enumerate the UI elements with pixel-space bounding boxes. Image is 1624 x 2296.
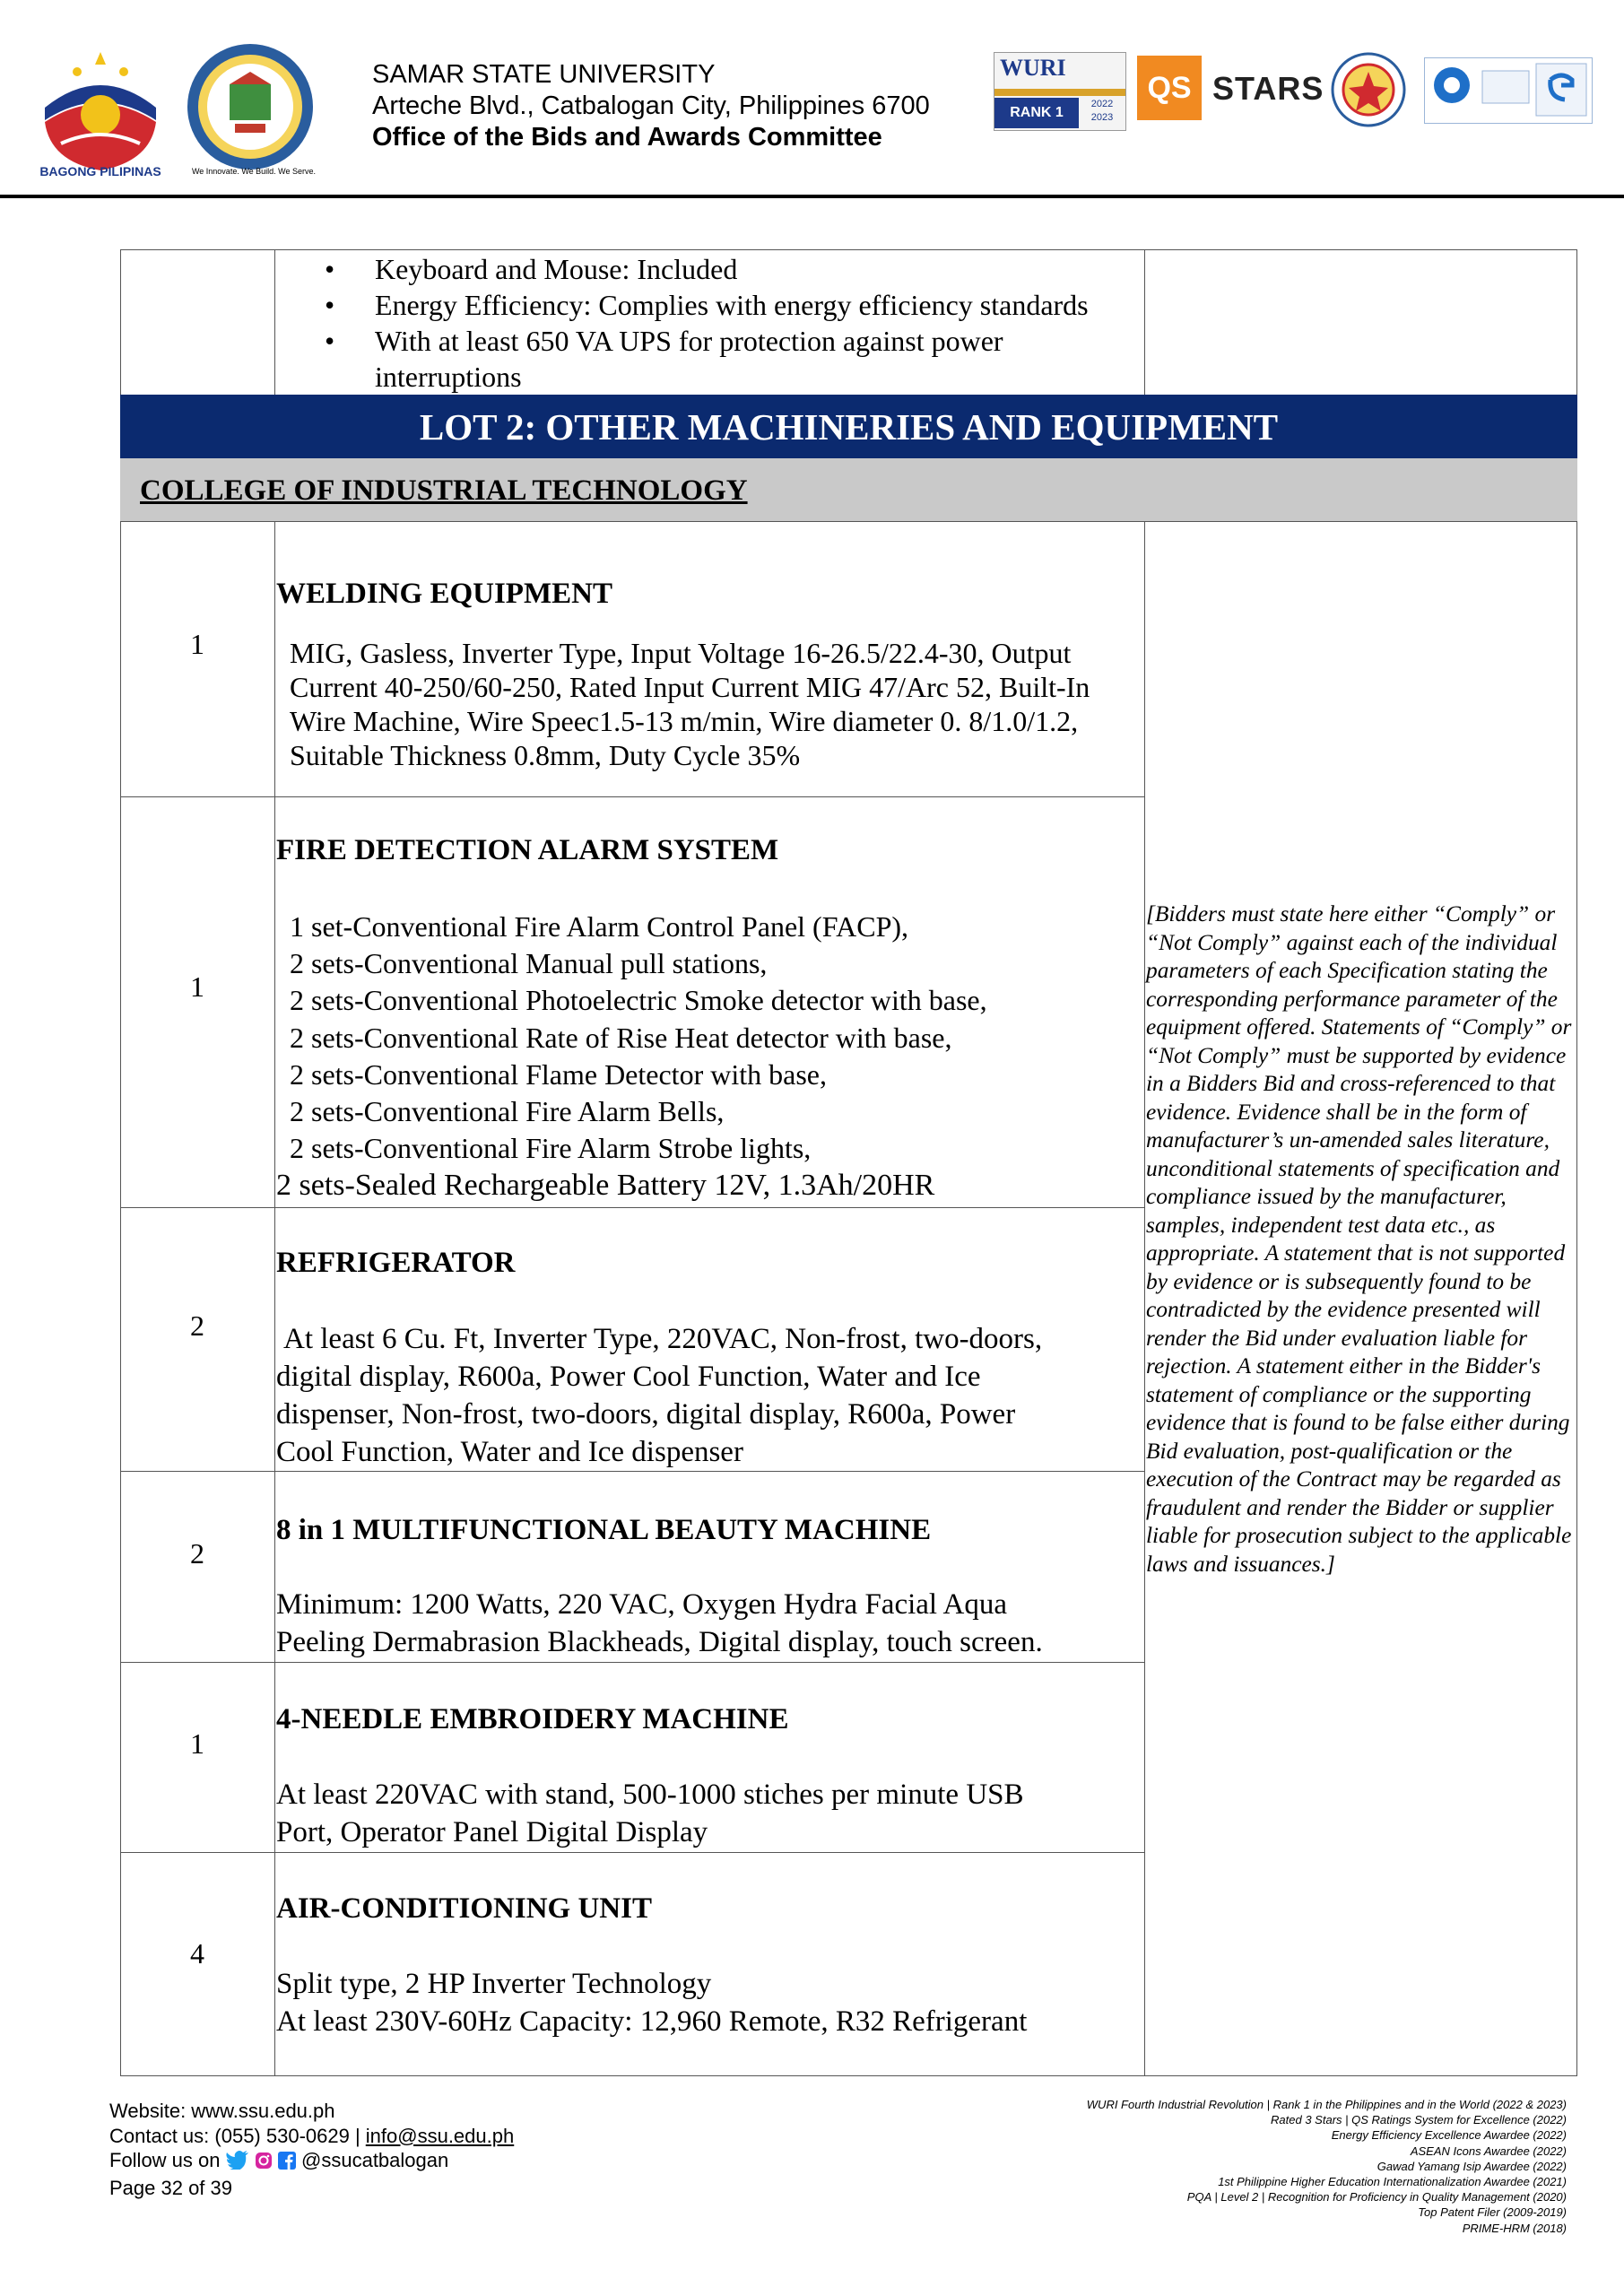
item-description: MIG, Gasless, Inverter Type, Input Voltage 16-26.5/22.4-30, Output Current 40-250/60-250, Rated Input Current MIG 47/Arc 52, Built-In Wire Machine, Wire Speec1.5-13 m/min, Wire diameter 0. 8/1.0/1.2, Suitable Thickness 0.8mm, Duty Cycle 35%	[290, 637, 1090, 771]
university-address: Arteche Blvd., Catbalogan City, Philippines 6700	[372, 91, 930, 120]
award-line: Gawad Yamang Isip Awardee (2022)	[1376, 2159, 1567, 2173]
award-line: PRIME-HRM (2018)	[1462, 2221, 1567, 2235]
ssu-seal-logo	[183, 41, 317, 181]
qs-mark: QS	[1137, 56, 1202, 120]
college-header-bar	[120, 458, 1577, 522]
bullet-item: • With at least 650 VA UPS for protection against power interruptions	[325, 323, 1141, 395]
award-line: WURI Fourth Industrial Revolution | Rank 1 in the Philippines and in the World (2022 & 2023)	[1086, 2098, 1567, 2111]
col-divider-qty	[274, 522, 275, 2076]
page-number: Page 32 of 39	[109, 2176, 233, 2199]
row-separator	[120, 1662, 1144, 1663]
footer-contact: Contact us: (055) 530-0629 | info@ssu.edu.ph	[109, 2124, 515, 2147]
college-name: COLLEGE OF INDUSTRIAL TECHNOLOGY	[140, 474, 748, 507]
row-separator	[120, 1471, 1144, 1472]
item-title: WELDING EQUIPMENT	[276, 578, 612, 610]
bagong-pilipinas-label: BAGONG PILIPINAS	[39, 164, 161, 178]
bagong-pilipinas-logo	[25, 45, 176, 181]
lot-title-bar	[120, 395, 1577, 458]
item-title: AIR-CONDITIONING UNIT	[276, 1892, 652, 1925]
instagram-icon[interactable]	[255, 2151, 273, 2176]
award-line: 1st Philippine Higher Education Internationalization Awardee (2021)	[1218, 2175, 1567, 2189]
pqa-seal-logo	[1331, 52, 1406, 127]
stars-label: STARS	[1212, 70, 1324, 107]
continued-bullet-list	[325, 251, 1141, 395]
socotec-iso-badge	[1424, 57, 1593, 124]
item-quantity: 1	[190, 628, 204, 660]
award-line: Rated 3 Stars | QS Ratings System for Excellence (2022)	[1271, 2113, 1567, 2127]
item-description: At least 6 Cu. Ft, Inverter Type, 220VAC, Non-frost, two-doors, digital display, R600a, Power Cool Function, Water and Ice dispenser, Non-frost, two-doors, digital display, R600a, Power Cool Function, Water and Ice dispenser	[276, 1323, 1043, 1468]
footer-website: Website: www.ssu.edu.ph	[109, 2100, 335, 2122]
item-description: Minimum: 1200 Watts, 220 VAC, Oxygen Hydra Facial Aqua Peeling Dermabrasion Blackheads, Digital display, touch screen.	[276, 1588, 1043, 1658]
col-divider-spec-top	[1144, 249, 1145, 395]
compliance-statement-note: [Bidders must state here either “Comply” or “Not Comply” against each of the individual parameters of each Specification stating the corresponding performance parameter of the equipment offered. Statements of “Comply” or “Not Comply” must be supported by evidence in a Bidders Bid and cross-referenced to that evidence. Evidence shall be in the form of manufacturer’s un-amended sales literature, unconditional statements of specification and compliance issued by the manufacturer, samples, independent test data etc., as appropriate. A statement that is not supported by evidence or is subsequently found to be contradicted by the evidence presented will render the Bid under evaluation liable for rejection. A statement either in the Bidder's statement of compliance or the supporting evidence that is found to be false either during Bid evaluation, post-qualification or the execution of the Contract may be regarded as fraudulent and render the Bidder or supplier liable for prosecution subject to the applicable laws and issuances.]	[1146, 901, 1572, 1577]
item-quantity: 4	[190, 1937, 204, 1970]
qs-stars-logo	[1137, 56, 1322, 120]
item-title: REFRIGERATOR	[276, 1247, 516, 1279]
footer-handle: @ssucatbalogan	[301, 2149, 449, 2171]
item-title: 4-NEEDLE EMBROIDERY MACHINE	[276, 1703, 789, 1735]
item-description: At least 220VAC with stand, 500-1000 stiches per minute USB Port, Operator Panel Digital Display	[276, 1779, 1024, 1848]
item-title: 8 in 1 MULTIFUNCTIONAL BEAUTY MACHINE	[276, 1514, 932, 1546]
item-title: FIRE DETECTION ALARM SYSTEM	[276, 834, 779, 866]
ssu-tagline: We Innovate. We Build. We Serve.	[191, 167, 317, 176]
item-quantity: 1	[190, 970, 204, 1003]
footer-social: Follow us on @ssucatbalogan	[109, 2148, 514, 2176]
wuri-rank-badge	[994, 52, 1126, 131]
bullet-item: • Keyboard and Mouse: Included	[325, 251, 1141, 287]
header-divider	[0, 195, 1624, 198]
wuri-rank: RANK 1	[994, 98, 1079, 128]
facebook-icon[interactable]	[278, 2151, 296, 2176]
item-description: Split type, 2 HP Inverter Technology At least 230V-60Hz Capacity: 12,960 Remote, R32 Refrigerant	[276, 1968, 1028, 2038]
footer-email-link[interactable]: info@ssu.edu.ph	[365, 2124, 515, 2147]
award-line: Top Patent Filer (2009-2019)	[1418, 2205, 1567, 2220]
item-quantity: 2	[190, 1309, 204, 1342]
lot-title: LOT 2: OTHER MACHINERIES AND EQUIPMENT	[419, 405, 1279, 448]
col-divider-qty-top	[274, 249, 275, 395]
award-line: ASEAN Icons Awardee (2022)	[1410, 2144, 1567, 2158]
office-name: Office of the Bids and Awards Committee	[372, 123, 882, 152]
twitter-icon[interactable]	[226, 2150, 249, 2176]
item-quantity: 2	[190, 1537, 204, 1570]
wuri-years: 2022 2023	[1090, 99, 1114, 123]
row-separator	[120, 1207, 1144, 1208]
footer-contact-block	[109, 2099, 514, 2200]
award-line: Energy Efficiency Excellence Awardee (2022)	[1331, 2128, 1567, 2143]
wuri-label: WURI	[1000, 55, 1066, 81]
bullet-item: • Energy Efficiency: Complies with energy efficiency standards	[325, 287, 1141, 323]
item-description: 1 set-Conventional Fire Alarm Control Panel (FACP), 2 sets-Conventional Manual pull stations, 2 sets-Conventional Photoelectric Smoke detector with base, 2 sets-Conventional Rate of Rise Heat detector with base, 2 sets-Conventional Flame Detector with base, 2 sets-Conventional Fire Alarm Bells, 2 sets-Conventional Fire Alarm Strobe lights, 2 sets-Sealed Rechargeable Battery 12V, 1.3Ah/20HR	[276, 910, 987, 1203]
col-divider-spec	[1144, 522, 1145, 2076]
header-text-block	[372, 59, 930, 153]
footer-awards-list	[1087, 2097, 1567, 2236]
award-line: PQA | Level 2 | Recognition for Proficiency in Quality Management (2020)	[1186, 2190, 1567, 2205]
row-separator	[120, 796, 1144, 797]
item-quantity: 1	[190, 1727, 204, 1760]
row-separator	[120, 1852, 1144, 1853]
university-name: SAMAR STATE UNIVERSITY	[372, 60, 716, 89]
